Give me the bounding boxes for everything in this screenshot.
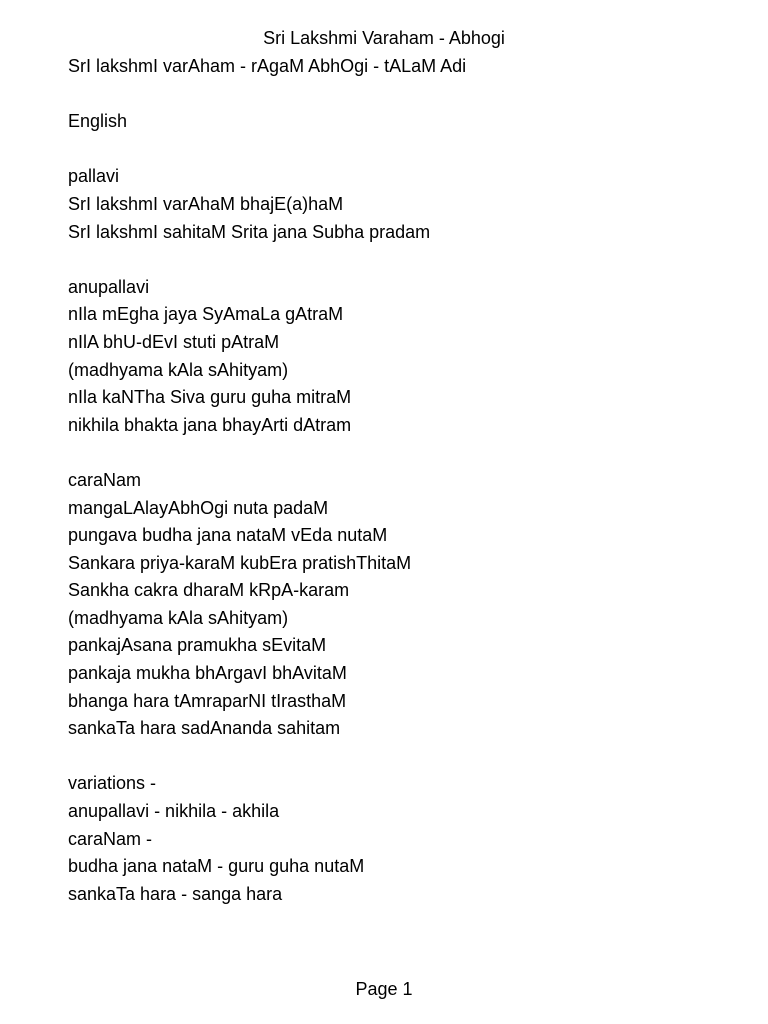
text-line: [68, 138, 748, 166]
text-line: variations -: [68, 773, 157, 794]
text-line: (madhyama kAla sAhityam): [68, 359, 289, 380]
text-line: nikhila bhakta jana bhayArti dAtram: [68, 414, 352, 435]
text-line: [68, 441, 748, 469]
text-line: sankaTa hara - sanga hara: [68, 883, 283, 904]
text-line: [68, 83, 748, 111]
text-line: nIla kaNTha Siva guru guha mitraM: [68, 387, 352, 408]
page-title: Sri Lakshmi Varaham - Abhogi: [263, 28, 505, 48]
page-number: Page 1: [355, 979, 413, 999]
text-line: Sankara priya-karaM kubEra pratishThitaM: [68, 552, 412, 573]
text-line: pungava budha jana nataM vEda nutaM: [68, 525, 388, 546]
text-line: bhanga hara tAmraparNI tIrasthaM: [68, 690, 347, 711]
text-line: nIlA bhU-dEvI stuti pAtraM: [68, 331, 280, 352]
text-line: pankaja mukha bhArgavI bhAvitaM: [68, 663, 347, 684]
text-line: pallavi: [68, 166, 120, 187]
text-line: anupallavi - nikhila - akhila: [68, 801, 280, 822]
lyrics-body: [68, 55, 748, 910]
text-line: [68, 248, 748, 276]
text-line: English: [68, 111, 128, 132]
text-line: SrI lakshmI varAhaM bhajE(a)haM: [68, 193, 344, 214]
text-line: pankajAsana pramukha sEvitaM: [68, 635, 327, 656]
text-line: [68, 745, 748, 773]
text-line: anupallavi: [68, 276, 150, 297]
text-line: SrI lakshmI sahitaM Srita jana Subha pradam: [68, 221, 431, 242]
text-line: Sankha cakra dharaM kRpA-karam: [68, 580, 350, 601]
text-line: mangaLAlayAbhOgi nuta padaM: [68, 497, 329, 518]
text-line: caraNam: [68, 469, 142, 490]
text-line: budha jana nataM - guru guha nutaM: [68, 856, 365, 877]
text-line: sankaTa hara sadAnanda sahitam: [68, 718, 341, 739]
text-line: nIla mEgha jaya SyAmaLa gAtraM: [68, 304, 344, 325]
text-line: caraNam -: [68, 828, 153, 849]
text-line: (madhyama kAla sAhityam): [68, 607, 289, 628]
text-line: SrI lakshmI varAham - rAgaM AbhOgi - tALaM Adi: [68, 56, 467, 76]
